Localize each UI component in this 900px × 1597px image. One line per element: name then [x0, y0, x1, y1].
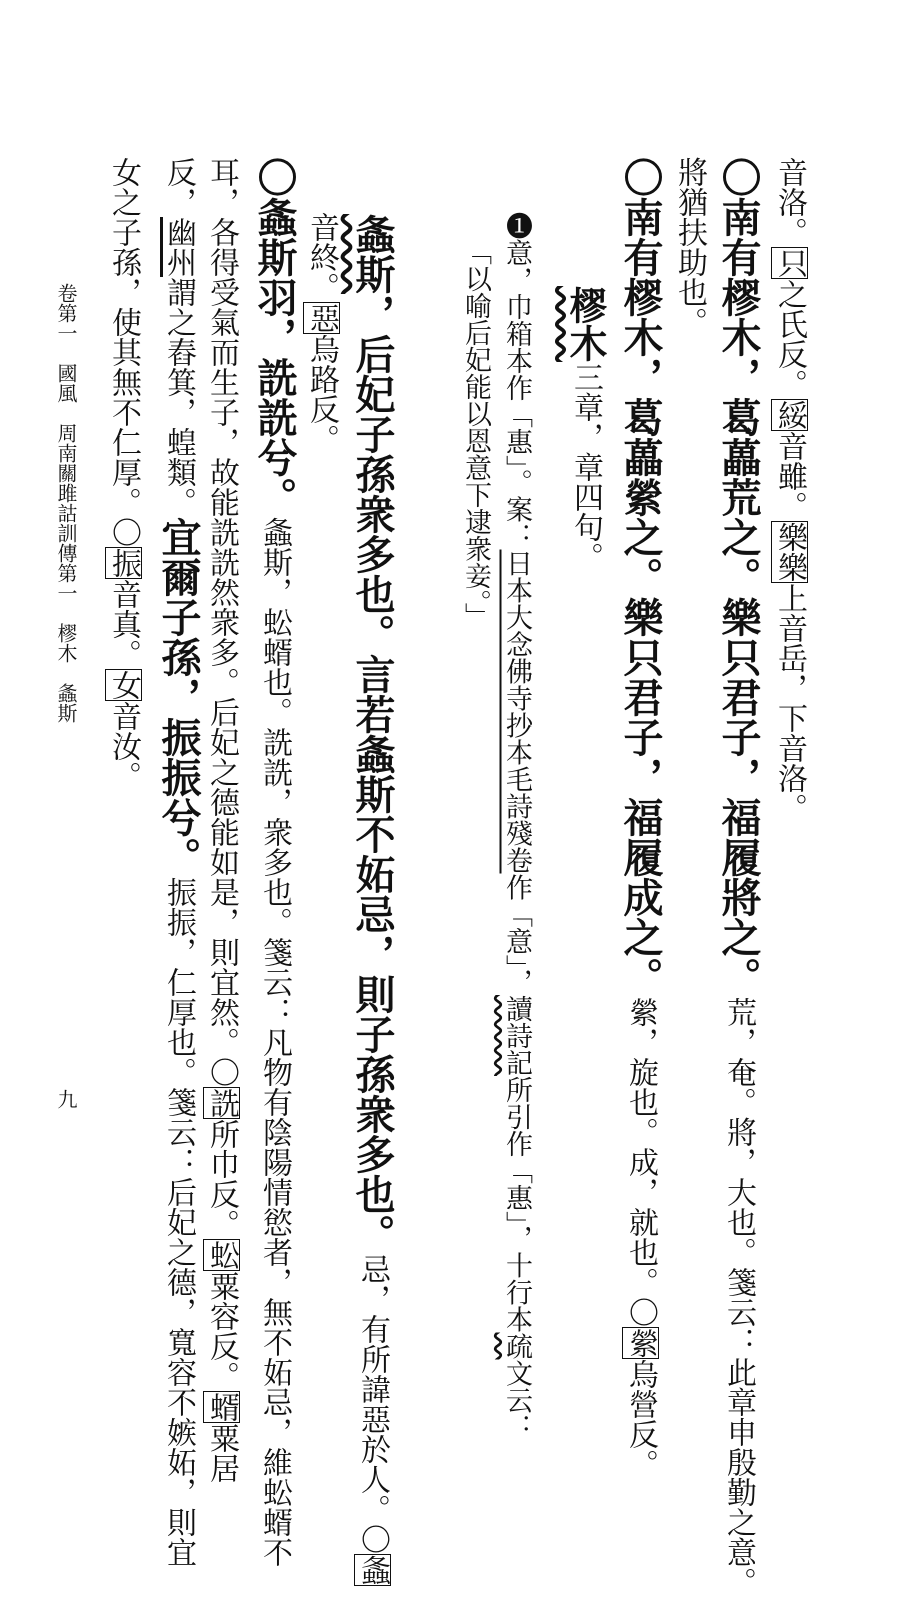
text-segment: 烏營反。	[623, 1359, 658, 1479]
text-segment: 樛木	[563, 286, 608, 362]
text-column-c11	[204, 157, 239, 1483]
text-segment: 烏路反。	[304, 334, 339, 454]
text-segment: 螽斯，蚣蝑也。詵詵，衆多也。箋云：凡物有陰陽情慾者，無不妬忌，維蚣蝑不	[257, 517, 292, 1567]
text-segment: ，后妃子孫衆多也。	[349, 294, 396, 654]
text-segment: 謂之舂箕，蝗類。	[161, 277, 196, 517]
text-segment: 讀詩記	[501, 995, 532, 1076]
text-segment: 樂只君子，福履成之。	[617, 597, 664, 997]
text-segment: 疏	[501, 1332, 532, 1360]
text-segment: 〇螽斯羽，詵詵兮。	[251, 157, 298, 517]
text-segment: 惡	[304, 303, 339, 333]
text-column-c12	[155, 157, 202, 1567]
text-segment: 九	[54, 1089, 78, 1109]
text-segment: 女之子孫，使其無不仁厚。〇	[106, 157, 141, 547]
text-column-c8	[349, 214, 396, 1586]
text-segment: 螽斯	[349, 214, 396, 294]
text-segment: 幽州	[161, 217, 196, 277]
text-segment: 將猶扶助也。	[672, 157, 707, 337]
text-segment: 音洛。	[772, 157, 807, 247]
text-column-c13	[106, 157, 141, 791]
text-segment: 振振，仁厚也。箋云：后妃之德，寬容不嫉妬，則宜	[161, 877, 196, 1567]
text-segment: 所引作「惠」，十行本	[501, 1076, 532, 1333]
text-segment: 樂只君子，福履將之。	[715, 597, 762, 997]
text-column-c7	[462, 238, 489, 630]
text-segment: 荒，奄。將，大也。箋云：此章申殷勤之意。	[721, 997, 756, 1597]
text-segment: 振	[106, 548, 141, 578]
text-segment: 文云：	[501, 1359, 532, 1441]
text-segment: 音雖。	[772, 431, 807, 521]
text-segment: 之氏反。	[772, 279, 807, 399]
text-segment: 詵	[204, 1088, 239, 1118]
text-segment: 粟居	[204, 1423, 239, 1483]
text-segment: 「以喻后妃能以恩意下逮衆妾。」	[460, 238, 491, 630]
text-segment: 宜爾子孫，振振兮。	[155, 517, 202, 877]
text-column-c14	[56, 283, 76, 723]
text-segment: 音真。	[106, 579, 141, 669]
text-segment: 螽	[355, 1555, 390, 1585]
text-segment: 〇南有樛木，葛藟荒之。	[715, 157, 762, 597]
text-column-c6	[503, 212, 530, 1441]
text-segment: 蝑	[204, 1392, 239, 1422]
text-column-c10	[251, 157, 298, 1567]
text-segment: 意，巾箱本作「惠」。案：	[501, 239, 532, 550]
text-segment: 粟容反。	[204, 1271, 239, 1391]
text-segment: 卷第一 國風 周南關雎詁訓傳第一 樛木 螽斯	[54, 283, 78, 723]
text-segment: 音汝。	[106, 701, 141, 791]
text-segment: 三章，章四句。	[568, 362, 603, 572]
text-segment: 作「意」，	[501, 873, 532, 995]
text-column-c1	[772, 157, 807, 823]
text-column-c2	[715, 157, 762, 1597]
text-segment: 上音岳，下音洛。	[772, 583, 807, 823]
text-segment: ❶	[501, 212, 532, 239]
text-column-c9	[304, 212, 339, 454]
text-segment: 縈，旋也。成，就也。〇	[623, 997, 658, 1327]
text-segment: 忌，有所諱惡於人。〇	[355, 1254, 390, 1554]
text-column-c5	[563, 286, 608, 572]
text-segment: 日本大念佛寺抄本毛詩殘卷	[501, 549, 532, 874]
text-segment: 女	[106, 670, 141, 700]
text-column-c15	[56, 1089, 76, 1109]
text-segment: 〇南有樛木，葛藟縈之。	[617, 157, 664, 597]
text-segment: 耳，各得受氣而生子，故能詵詵然衆多。后妃之德能如是，則宜然。〇	[204, 157, 239, 1087]
text-segment: 綏	[772, 400, 807, 430]
text-segment: 言若螽斯不妬忌，則子孫衆多也。	[349, 654, 396, 1254]
text-segment: 所巾反。	[204, 1119, 239, 1239]
text-segment: 縈	[623, 1328, 658, 1358]
text-segment: 只	[772, 248, 807, 278]
text-column-c4	[617, 157, 664, 1479]
text-segment: 樂樂	[772, 522, 807, 582]
text-segment: 蚣	[204, 1240, 239, 1270]
text-segment: 音終。	[304, 212, 339, 302]
text-segment: 反，	[161, 157, 196, 217]
text-column-c3	[672, 157, 707, 337]
